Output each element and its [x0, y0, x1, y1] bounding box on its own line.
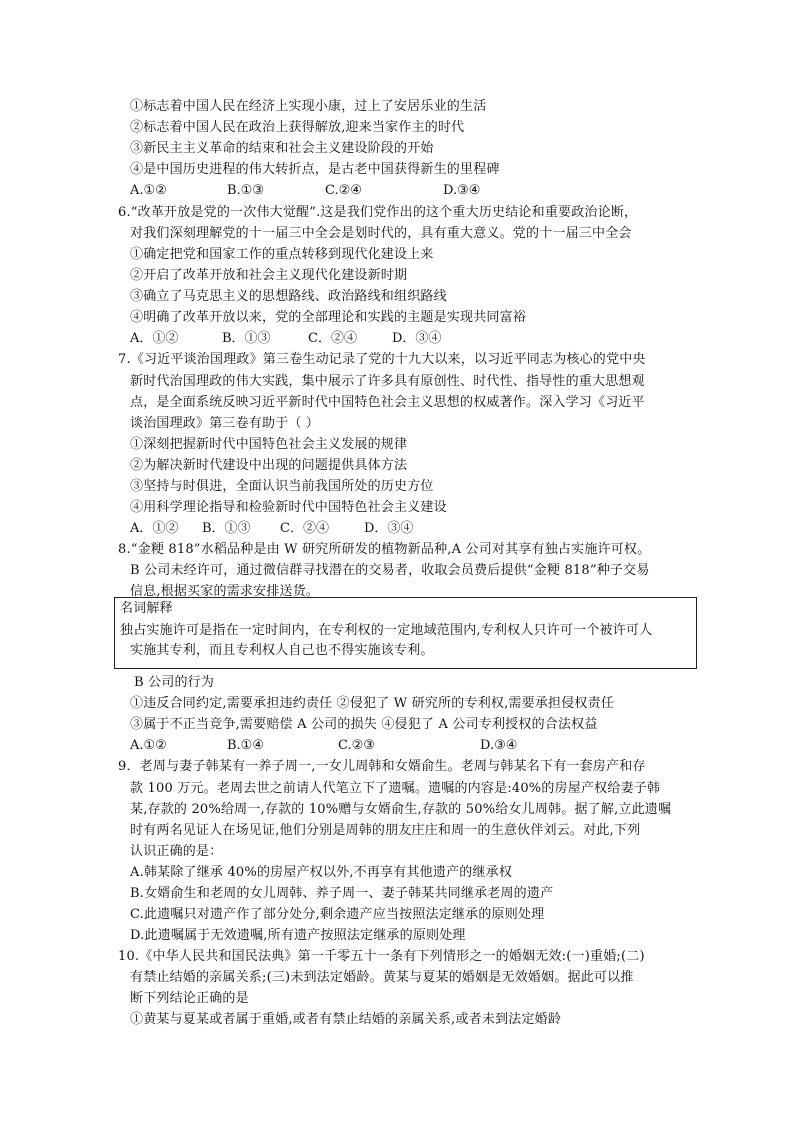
q10-stem-2: 有禁止结婚的亲属关系;(三)未到法定婚龄。黄某与夏某的婚姻是无效婚姻。据此可以推 — [130, 970, 634, 985]
q9-choice-c[interactable]: C.此遗嘱只对遗产作了部分处分,剩余遗产应当按照法定继承的原则处理 — [130, 907, 545, 922]
q9-stem-1: 9．老周与妻子韩某有一养子周一,一女儿周韩和女婿俞生。老周与韩某名下有一套房产和存 — [118, 759, 646, 774]
q5-item-4: ④是中国历史进程的伟大转折点，是古老中国获得新生的里程碑 — [130, 162, 500, 177]
q8-items-2: ③属于不正当竞争,需要赔偿 A 公司的损失 ④侵犯了 A 公司专利授权的合法权益 — [130, 717, 598, 732]
q8-option-a[interactable]: A.①② — [130, 738, 167, 753]
q8-option-d[interactable]: D.③④ — [480, 738, 518, 753]
q6-option-b[interactable]: B．①③ — [222, 331, 271, 346]
q8-option-c[interactable]: C.②③ — [338, 738, 375, 753]
box-text-1: 独占实施许可是指在一定时间内，在专利权的一定地域范围内,专利权人只许可一个被许可人 — [120, 623, 653, 638]
q7-option-b[interactable]: B．①③ — [202, 521, 251, 536]
box-title: 名词解释 — [120, 601, 173, 616]
q5-item-2: ②标志着中国人民在政治上获得解放,迎来当家作主的时代 — [130, 120, 465, 135]
q8-after-box: B 公司的行为 — [134, 675, 215, 690]
q5-option-d[interactable]: D.③④ — [443, 183, 481, 198]
q6-stem-2: 对我们深刻理解党的十一届三中全会是划时代的，具有重大意义。党的十一届三中全会 — [130, 226, 632, 241]
q7-stem-3: 点，是全面系统反映习近平新时代中国特色社会主义思想的权威著作。深入学习《习近平 — [130, 395, 645, 410]
box-text-2: 实施其专利，而且专利权人自己也不得实施该专利。 — [130, 643, 434, 658]
q5-option-b[interactable]: B.①③ — [227, 183, 264, 198]
q8-stem-1: 8.“金粳 818”水稻品种是由 W 研究所研发的植物新品种,A 公司对其享有独占实施许可权。 — [118, 542, 651, 557]
term-definition-box — [114, 597, 697, 669]
q7-stem-4: 谈治国理政》第三卷有助于（ ） — [130, 416, 320, 431]
q6-item-3: ③确立了马克思主义的思想路线、政治路线和组织路线 — [130, 289, 447, 304]
q9-choice-b[interactable]: B.女婿俞生和老周的女儿周韩、养子周一、妻子韩某共同继承老周的遗产 — [130, 886, 554, 901]
q6-option-d[interactable]: D．③④ — [392, 331, 442, 346]
q8-items-1: ①违反合同约定,需要承担违约责任 ②侵犯了 W 研究所的专利权,需要承担侵权责任 — [130, 696, 615, 711]
q7-item-4: ④用科学理论指导和检验新时代中国特色社会主义建设 — [130, 500, 447, 515]
q7-option-a[interactable]: A．①② — [130, 521, 179, 536]
q7-stem-2: 新时代治国理政的伟大实践，集中展示了许多具有原创性、时代性、指导性的重大思想观 — [130, 374, 645, 389]
q8-stem-3: 信息,根据买家的需求安排送货。 — [130, 584, 320, 599]
q7-stem-1: 7.《习近平谈治国理政》第三卷生动记录了党的十九大以来，以习近平同志为核心的党中央 — [118, 352, 646, 367]
q6-item-1: ①确定把党和国家工作的重点转移到现代化建设上来 — [130, 247, 434, 262]
q5-option-a[interactable]: A.①② — [130, 183, 167, 198]
q6-stem-1: 6.“改革开放是党的一次伟大觉醒”.这是我们党作出的这个重大历史结论和重要政治论断， — [118, 205, 638, 220]
q7-item-3: ③坚持与时俱进，全面认识当前我国所处的历史方位 — [130, 479, 434, 494]
q9-stem-4: 时有两名见证人在场见证,他们分别是周韩的朋友庄庄和周一的生意伙伴刘云。对此,下列 — [130, 823, 641, 838]
q7-item-1: ①深刻把握新时代中国特色社会主义发展的规律 — [130, 437, 408, 452]
q10-item-1: ①黄某与夏某或者属于重婚,或者有禁止结婚的亲属关系,或者未到法定婚龄 — [130, 1012, 562, 1027]
q9-stem-5: 认识正确的是： — [130, 844, 223, 859]
q5-item-1: ①标志着中国人民在经济上实现小康，过上了安居乐业的生活 — [130, 99, 487, 114]
q9-stem-3: 某,存款的 20%给周一,存款的 10%赠与女婿俞生,存款的 50%给女儿周韩。据了解,立此遗嘱 — [130, 802, 672, 817]
q6-option-c[interactable]: C．②④ — [308, 331, 357, 346]
q9-choice-a[interactable]: A.韩某除了继承 40%的房屋产权以外,不再享有其他遗产的继承权 — [130, 865, 513, 880]
q6-option-a[interactable]: A．①② — [130, 331, 179, 346]
q7-option-c[interactable]: C．②④ — [280, 521, 329, 536]
q5-item-3: ③新民主主义革命的结束和社会主义建设阶段的开始 — [130, 141, 434, 156]
q10-stem-3: 断下列结论正确的是 — [130, 991, 249, 1006]
q7-item-2: ②为解决新时代建设中出现的问题提供具体方法 — [130, 458, 408, 473]
q10-stem-1: 10.《中华人民共和国民法典》第一千零五十一条有下列情形之一的婚姻无效:(一)重婚;(二) — [118, 949, 645, 964]
q6-item-4: ④明确了改革开放以来，党的全部理论和实践的主题是实现共同富裕 — [130, 310, 527, 325]
q5-option-c[interactable]: C.②④ — [325, 183, 362, 198]
q9-stem-2: 款 100 万元。老周去世之前请人代笔立下了遗嘱。遗嘱的内容是:40%的房屋产权给妻子韩 — [130, 781, 661, 796]
q7-option-d[interactable]: D．③④ — [364, 521, 414, 536]
q8-option-b[interactable]: B.①④ — [227, 738, 264, 753]
q9-choice-d[interactable]: D.此遗嘱属于无效遗嘱,所有遗产按照法定继承的原则处理 — [130, 928, 466, 943]
q6-item-2: ②开启了改革开放和社会主义现代化建设新时期 — [130, 268, 408, 283]
q8-stem-2: B 公司未经许可，通过微信群寻找潜在的交易者，收取会员费后提供“金粳 818”种子交易 — [130, 563, 650, 578]
